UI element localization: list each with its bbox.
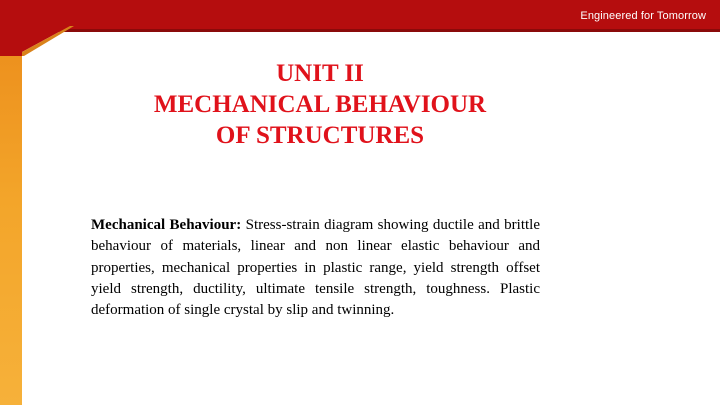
syllabus-text: Stress-strain diagram showing ductile and brittle behaviour of materials, linear and non linear elastic behaviour and properties, mechanical properties in plastic range, yield strength offset yield strength, ductility, ultimate tensile strength, toughness. Plastic deformation of single crystal by slip and twinning. <box>91 217 540 319</box>
slide-title <box>100 58 540 151</box>
title-line-2: MECHANICAL BEHAVIOUR <box>153 91 487 118</box>
banner-notch <box>0 26 80 56</box>
syllabus-label: Mechanical Behaviour: <box>91 217 242 233</box>
brand-tagline: Engineered for Tomorrow <box>580 10 706 22</box>
banner-notch-shape <box>0 26 70 56</box>
title-line-3: OF STRUCTURES <box>215 122 425 149</box>
side-accent-bar <box>0 32 22 405</box>
header-banner-shadow <box>0 29 720 32</box>
syllabus-paragraph <box>91 215 540 321</box>
title-line-1: UNIT II <box>276 60 364 87</box>
